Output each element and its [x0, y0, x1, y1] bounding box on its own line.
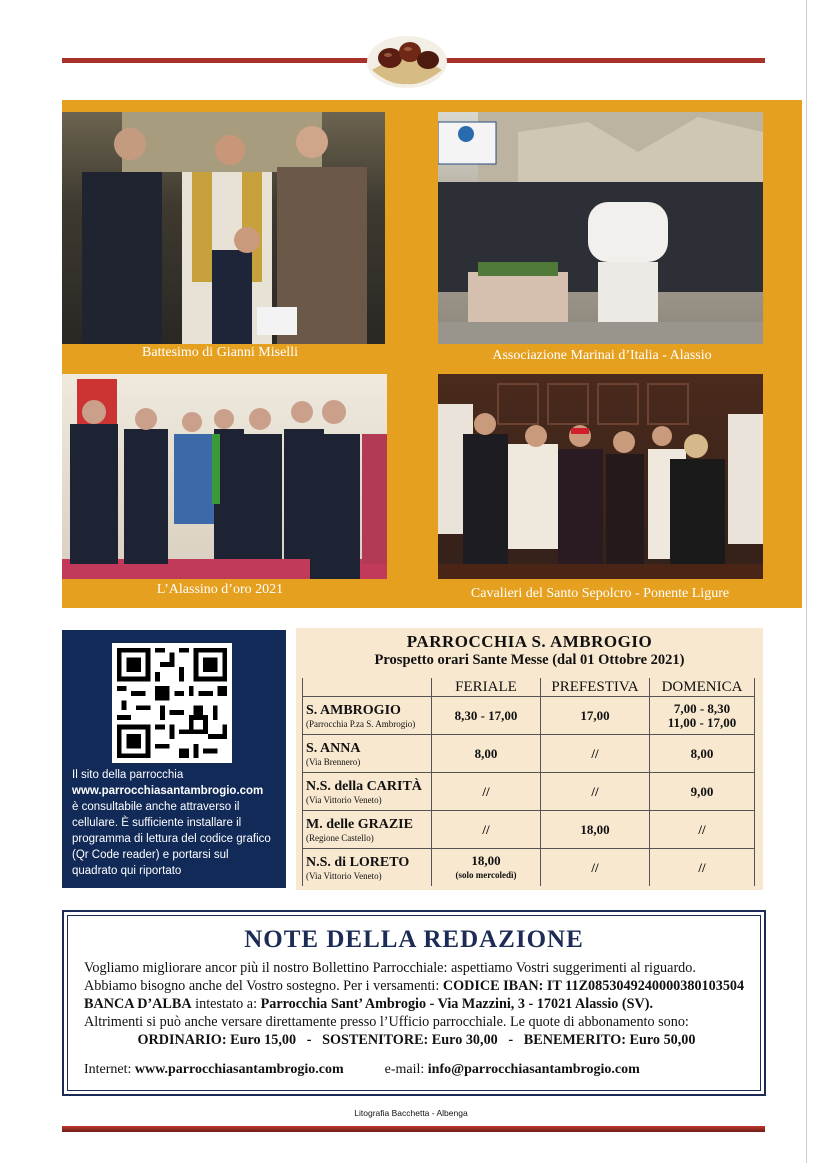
domenica-time: //: [650, 849, 755, 887]
alassino-image: [62, 374, 387, 579]
church-address: (Via Brennero): [306, 756, 361, 767]
church-name: S. AMBROGIO: [306, 702, 401, 718]
email-label: e-mail:: [384, 1062, 425, 1077]
prefestiva-time: //: [541, 849, 650, 887]
cavalieri-image: [438, 374, 763, 579]
prefestiva-time: 17,00: [541, 697, 650, 735]
domenica-time: 8,00: [650, 735, 755, 773]
column-domenica: DOMENICA: [650, 678, 755, 697]
church-address: (Via Vittorio Veneto): [306, 794, 382, 805]
feriale-time-note: (solo mercoledì): [455, 869, 517, 880]
beneficiary: Parrocchia Sant’ Ambrogio - Via Mazzini, 3 - 17021 Alassio (SV).: [260, 996, 654, 1012]
table-row: [303, 735, 755, 773]
iban-code: CODICE IBAN: IT 11Z0853049240000380103504: [442, 978, 745, 994]
mass-schedule-table: [302, 678, 755, 886]
note-paragraph-2: Altrimenti si può anche versare direttamente presso l’Ufficio parrocchiale. Le quote di abbonamento sono:: [84, 1014, 689, 1030]
table-header-row: [303, 678, 755, 697]
schedule-title: PARROCCHIA S. AMBROGIO: [406, 632, 653, 651]
mass-schedule: [296, 628, 763, 890]
domenica-time: 9,00: [650, 773, 755, 811]
feriale-time: //: [432, 811, 541, 849]
qr-text-line1: Il sito della parrocchia: [72, 769, 184, 781]
qr-description: [72, 767, 277, 879]
baptism-image: [62, 112, 385, 344]
prefestiva-time: //: [541, 735, 650, 773]
photo-caption-cavalieri: Cavalieri del Santo Sepolcro - Ponente Ligure: [470, 586, 730, 601]
table-row: [303, 849, 755, 887]
qr-code[interactable]: [112, 643, 232, 763]
feriale-time: //: [432, 773, 541, 811]
domenica-time: //: [650, 811, 755, 849]
column-feriale: FERIALE: [432, 678, 541, 697]
note-contacts: [84, 1062, 749, 1078]
church-name: S. ANNA: [306, 740, 361, 756]
printer-credit: Litografia Bacchetta - Albenga: [354, 1108, 468, 1118]
domenica-time: [650, 697, 755, 735]
domenica-time-line1: 7,00 - 8,30: [673, 700, 731, 716]
editorial-note: [62, 910, 766, 1096]
schedule-subtitle: Prospetto orari Sante Messe (dal 01 Ottobre 2021): [374, 652, 685, 668]
photo-baptism: [62, 112, 385, 344]
subscription-quotes: ORDINARIO: Euro 15,00 - SOSTENITORE: Euro 30,00 - BENEMERITO: Euro 50,00: [137, 1032, 696, 1048]
table-row: [303, 811, 755, 849]
bank-name: BANCA D’ALBA: [84, 996, 192, 1012]
church-address: (Parrocchia P.za S. Ambrogio): [306, 718, 416, 729]
photo-marinai: [438, 112, 763, 344]
email-link[interactable]: info@parrocchiasantambrogio.com: [427, 1062, 640, 1077]
prefestiva-time: //: [541, 773, 650, 811]
church-name: M. delle GRAZIE: [306, 816, 413, 832]
church-name: N.S. della CARITÀ: [306, 778, 422, 794]
prefestiva-time: 18,00: [541, 811, 650, 849]
photo-cavalieri: [438, 374, 763, 579]
bottom-rule: [62, 1126, 765, 1132]
photo-alassino: [62, 374, 387, 579]
feriale-time: [432, 849, 541, 887]
photo-caption-marinai: Associazione Marinai d’Italia - Alassio: [492, 348, 712, 363]
page-edge: [806, 0, 807, 1163]
parish-website-link[interactable]: www.parrocchiasantambrogio.com: [72, 785, 264, 797]
qr-code-image: [112, 643, 232, 763]
feriale-time-value: 18,00: [471, 852, 501, 868]
photo-caption-baptism: Battesimo di Gianni Miselli: [142, 345, 298, 360]
note-body: [84, 959, 749, 1049]
church-address: (Regione Castello): [306, 832, 374, 843]
photo-caption-alassino: L’Alassino d’oro 2021: [156, 582, 284, 597]
domenica-time-line2: 11,00 - 17,00: [667, 714, 737, 730]
feriale-time: 8,30 - 17,00: [432, 697, 541, 735]
note-paragraph-1: Vogliamo migliorare ancor più il nostro Bollettino Parrocchiale: aspettiamo Vostri suggerimenti al riguardo. Abbiamo bisogno anche del Vostro sostegno. Per i versamenti:: [84, 960, 696, 994]
church-name: N.S. di LORETO: [306, 854, 410, 870]
marinai-image: [438, 112, 763, 344]
table-row: [303, 697, 755, 735]
chestnut-ornament: [362, 28, 452, 90]
qr-text-rest: è consultabile anche attraverso il cellulare. È sufficiente installare il programma di lettura del codice grafico (Qr Code reader) e portarsi sul quadrato qui riportato: [72, 801, 271, 877]
internet-label: Internet:: [84, 1062, 132, 1077]
church-address: (Via Vittorio Veneto): [306, 870, 382, 881]
qr-code-panel: [62, 630, 286, 888]
note-title: NOTE DELLA REDAZIONE: [244, 926, 584, 953]
internet-link[interactable]: www.parrocchiasantambrogio.com: [134, 1062, 344, 1077]
feriale-time: 8,00: [432, 735, 541, 773]
intestato-text: intestato a:: [191, 996, 261, 1012]
column-prefestiva: PREFESTIVA: [541, 678, 650, 697]
table-row: [303, 773, 755, 811]
